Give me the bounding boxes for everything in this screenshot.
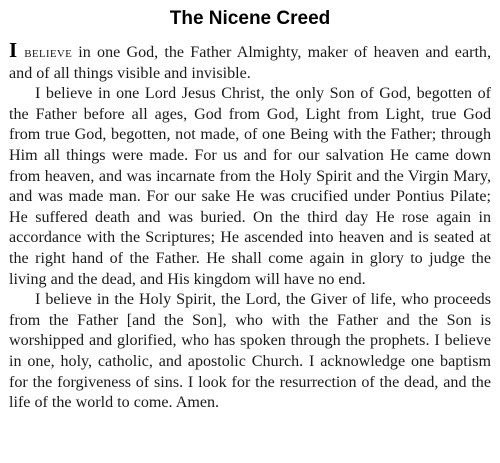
- paragraph-father: [9, 40, 491, 84]
- drop-cap-initial: I: [9, 38, 18, 62]
- paragraph-holy-spirit: I believe in the Holy Spirit, the Lord, the Giver of life, who proceeds from the Father [and the Son], who with the Father and the Son is worshipped and glorified, who has spoken through the prophets. I believe in one, holy, catholic, and apostolic Church. I acknowledge one baptism for the forgiveness of sins. I look for the resurrection of the dead, and the life of the world to come. Amen.: [9, 291, 491, 412]
- document-title: The Nicene Creed: [169, 8, 331, 29]
- creed-text: [9, 40, 491, 414]
- paragraph-text: in one God, the Father Almighty, maker of heaven and earth, and of all things visible and invisible.: [9, 44, 491, 82]
- small-caps-lead-word: believe: [17, 44, 73, 61]
- paragraph-son: I believe in one Lord Jesus Christ, the only Son of God, begotten of the Father before all ages, God from God, Light from Light, true God from true God, begotten, not made, of one Being with the Father; through Him all things were made. For us and for our salvation He came down from heaven, and was incarnate from the Holy Spirit and the Virgin Mary, and was made man. For our sake He was crucified under Pontius Pilate; He suffered death and was buried. On the third day He rose again in accordance with the Scriptures; He ascended into heaven and is seated at the right hand of the Father. He shall come again in glory to judge the living and the dead, and His kingdom will have no end.: [9, 85, 491, 288]
